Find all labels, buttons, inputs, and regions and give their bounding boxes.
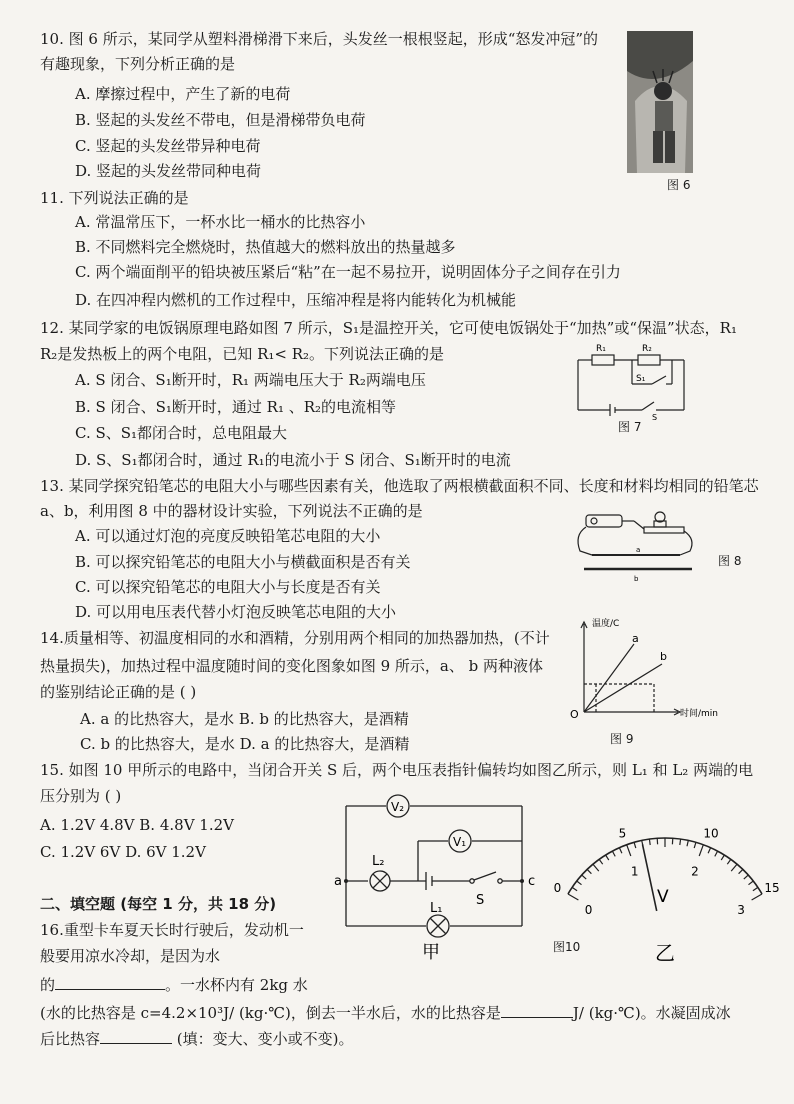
q11-option-d: D. 在四冲程内燃机的工作过程中，压缩冲程是将内能转化为机械能 bbox=[75, 291, 517, 309]
q10-option-b: B. 竖起的头发丝不带电，但是滑梯带负电荷 bbox=[75, 111, 366, 129]
q14-options-row2: C. b 的比热容大，是水 D. a 的比热容大，是酒精 bbox=[80, 735, 410, 753]
q12-option-d: D. S、S₁都闭合时，通过 R₁的电流小于 S 闭合、S₁断开时的电流 bbox=[75, 451, 511, 469]
outer-tick-5: 5 bbox=[618, 826, 627, 841]
meter-tick-mark bbox=[599, 859, 603, 864]
switch-s-label: S bbox=[476, 893, 485, 908]
meter-tick-mark bbox=[749, 881, 754, 885]
q16-line1: 16.重型卡车夏天长时行驶后，发动机一 bbox=[40, 921, 304, 939]
meter-tick-mark bbox=[649, 839, 650, 845]
figure-6-photo bbox=[627, 31, 693, 173]
meter-tick-mark bbox=[727, 859, 731, 864]
meter-tick-mark bbox=[687, 840, 688, 846]
s-label: S bbox=[652, 413, 658, 420]
inner-tick-2: 2 bbox=[691, 864, 699, 879]
meter-tick-mark bbox=[627, 845, 631, 856]
q10-option-c: C. 竖起的头发丝带异种电荷 bbox=[75, 137, 261, 155]
q13-option-d: D. 可以用电压表代替小灯泡反映笔芯电阻的大小 bbox=[75, 603, 397, 621]
figure-7-caption: 图 7 bbox=[618, 420, 642, 434]
q10-stem-line1: 10. 图 6 所示，某同学从塑料滑梯滑下来后，头发丝一根根竖起，形成“怒发冲冠”的 bbox=[40, 30, 599, 48]
meter-tick-mark bbox=[680, 839, 681, 845]
voltmeter-v1-label: V₁ bbox=[453, 835, 467, 849]
r1-label: R₁ bbox=[596, 344, 606, 354]
lamp-l2-label: L₂ bbox=[372, 854, 385, 869]
section-2-heading: 二、填空题 (每空 1 分，共 18 分) bbox=[40, 895, 277, 913]
inner-tick-1: 1 bbox=[630, 864, 639, 879]
meter-tick-mark bbox=[708, 848, 711, 854]
graph-line-a-label: a bbox=[632, 632, 639, 645]
q14-stem-line3: 的鉴别结论正确的是 ( ) bbox=[40, 683, 197, 701]
figure-10-circuit-jia bbox=[330, 792, 540, 966]
q13-option-c: C. 可以探究铅笔芯的电阻大小与长度是否有关 bbox=[75, 578, 381, 596]
meter-tick-mark bbox=[739, 869, 743, 873]
inner-tick-0: 0 bbox=[584, 903, 593, 917]
meter-tick-mark bbox=[699, 845, 703, 856]
graph-line-b-label: b bbox=[660, 650, 667, 663]
graph-xlabel: 时间/min bbox=[680, 709, 719, 719]
inner-tick-3: 3 bbox=[737, 903, 745, 917]
figure-10-caption: 图10 bbox=[553, 940, 581, 954]
graph-origin: O bbox=[570, 708, 579, 721]
q16-line5-suffix: (填：变大、变小或不变)。 bbox=[172, 1030, 354, 1048]
outer-tick-0: 0 bbox=[553, 881, 562, 895]
q14-stem-line2: 热量损失)，加热过程中温度随时间的变化图象如图 9 所示，a、 b 两种液体 bbox=[40, 657, 544, 675]
figure-jia-label: 甲 bbox=[422, 942, 440, 962]
voltmeter-dial bbox=[545, 800, 785, 970]
q15-options-row2: C. 1.2V 6V D. 6V 1.2V bbox=[40, 843, 206, 861]
meter-tick-mark bbox=[753, 887, 758, 890]
q14-options-row1: A. a 的比热容大，是水 B. b 的比热容大，是酒精 bbox=[80, 710, 409, 728]
meter-tick-mark bbox=[612, 851, 615, 856]
q12-option-a: A. S 闭合、S₁断开时，R₁ 两端电压大于 R₂两端电压 bbox=[75, 371, 426, 389]
q13-option-a: A. 可以通过灯泡的亮度反映铅笔芯电阻的大小 bbox=[75, 527, 381, 545]
temperature-time-graph bbox=[566, 612, 746, 724]
q16-line3-suffix: 。一水杯内有 2kg 水 bbox=[165, 976, 308, 994]
figure-8-apparatus bbox=[572, 507, 702, 591]
lead-b-label: b bbox=[634, 575, 639, 583]
q10-option-d: D. 竖起的头发丝带同种电荷 bbox=[75, 162, 262, 180]
node-a-label: a bbox=[334, 874, 342, 889]
meter-tick-mark bbox=[744, 875, 748, 879]
meter-tick-mark bbox=[572, 887, 577, 890]
meter-tick-mark bbox=[593, 864, 599, 871]
q15-options-row1: A. 1.2V 4.8V B. 4.8V 1.2V bbox=[40, 816, 234, 834]
meter-tick-mark bbox=[577, 881, 582, 885]
meter-tick-mark bbox=[715, 851, 718, 856]
lead-a-label: a bbox=[636, 546, 641, 554]
outer-tick-10: 10 bbox=[703, 826, 719, 841]
figure-10-voltmeter-yi bbox=[545, 800, 785, 974]
q14-stem-line1: 14.质量相等、初温度相同的水和酒精，分别用两个相同的加热器加热，(不计 bbox=[40, 629, 550, 647]
rice-cooker-circuit-diagram bbox=[572, 338, 692, 420]
q16-line4 bbox=[40, 1002, 731, 1023]
meter-tick-mark bbox=[568, 894, 578, 900]
q12-stem-line1: 12. 某同学家的电饭锅原理电路如图 7 所示，S₁是温控开关，它可使电饭锅处于“加热”或“保温”状态，R₁ bbox=[40, 319, 737, 337]
voltmeter-v2-label: V₂ bbox=[391, 800, 405, 814]
figure-7-circuit bbox=[572, 338, 692, 424]
figure-9-graph bbox=[566, 612, 746, 728]
figure-8-caption: 图 8 bbox=[718, 554, 742, 568]
meter-tick-mark bbox=[731, 864, 737, 871]
outer-tick-15: 15 bbox=[764, 881, 780, 895]
s1-label: S₁ bbox=[636, 374, 646, 384]
q11-option-b: B. 不同燃料完全燃烧时，热值越大的燃料放出的热量越多 bbox=[75, 238, 456, 256]
q12-stem-line2: R₂是发热板上的两个电阻，已知 R₁< R₂。下列说法正确的是 bbox=[40, 345, 445, 363]
meter-tick-mark bbox=[752, 894, 762, 900]
pencil-lead-apparatus-drawing bbox=[572, 507, 702, 587]
q16-line4-prefix: (水的比热容是 c=4.2×10³J/ (kg·℃)，倒去一半水后，水的比热容是 bbox=[40, 1004, 501, 1022]
q10-option-a: A. 摩擦过程中，产生了新的电荷 bbox=[75, 85, 291, 103]
q16-line3-prefix: 的 bbox=[40, 976, 56, 994]
meter-tick-mark bbox=[634, 842, 636, 848]
q15-stem-line2: 压分别为 ( ) bbox=[40, 787, 122, 805]
q15-stem-line1: 15. 如图 10 甲所示的电路中，当闭合开关 S 后，两个电压表指针偏转均如图乙所示，则 L₁ 和 L₂ 两端的电 bbox=[40, 761, 754, 779]
q10-stem-line2: 有趣现象，下列分析正确的是 bbox=[40, 55, 236, 73]
r2-label: R₂ bbox=[642, 344, 652, 354]
slide-child-illustration bbox=[627, 31, 693, 173]
q13-stem-line1: 13. 某同学探究铅笔芯的电阻大小与哪些因素有关，他选取了两根横截面积不同、长度和材料均相同的铅笔芯 bbox=[40, 477, 759, 495]
figure-yi-label: 乙 bbox=[655, 941, 675, 965]
q16-line2: 般要用凉水冷却，是因为水 bbox=[40, 947, 221, 965]
meter-tick-mark bbox=[606, 855, 609, 860]
meter-tick-mark bbox=[619, 848, 622, 854]
graph-ylabel: 温度/C bbox=[592, 619, 620, 629]
voltmeter-circuit-diagram bbox=[330, 792, 540, 962]
node-c-label: c bbox=[528, 874, 536, 889]
q13-option-b: B. 可以探究铅笔芯的电阻大小与横截面积是否有关 bbox=[75, 553, 411, 571]
figure-6-caption: 图 6 bbox=[667, 178, 691, 192]
q13-stem-line2: a、b，利用图 8 中的器材设计实验，下列说法不正确的是 bbox=[40, 502, 423, 520]
q16-line5-prefix: 后比热容 bbox=[40, 1030, 101, 1048]
meter-tick-mark bbox=[721, 855, 724, 860]
q16-blank-3[interactable] bbox=[100, 1028, 172, 1044]
meter-tick-mark bbox=[587, 869, 591, 873]
q16-line5 bbox=[40, 1028, 354, 1049]
q11-stem: 11. 下列说法正确的是 bbox=[40, 189, 189, 207]
meter-unit-label: V bbox=[657, 887, 669, 907]
meter-tick-mark bbox=[694, 842, 696, 848]
q11-option-c: C. 两个端面削平的铅块被压紧后“粘”在一起不易拉开，说明固体分子之间存在引力 bbox=[75, 263, 621, 281]
q16-blank-1[interactable] bbox=[55, 974, 165, 990]
q16-line3 bbox=[40, 974, 308, 995]
meter-tick-mark bbox=[582, 875, 586, 879]
q11-option-a: A. 常温常压下，一杯水比一桶水的比热容小 bbox=[75, 213, 366, 231]
figure-9-caption: 图 9 bbox=[610, 732, 634, 746]
q12-option-c: C. S、S₁都闭合时，总电阻最大 bbox=[75, 424, 288, 442]
lamp-l1-label: L₁ bbox=[430, 901, 443, 916]
q12-option-b: B. S 闭合、S₁断开时，通过 R₁ 、R₂的电流相等 bbox=[75, 398, 397, 416]
q16-blank-2[interactable] bbox=[501, 1002, 573, 1018]
q16-line4-suffix: J/ (kg·℃)。水凝固成冰 bbox=[572, 1004, 731, 1022]
